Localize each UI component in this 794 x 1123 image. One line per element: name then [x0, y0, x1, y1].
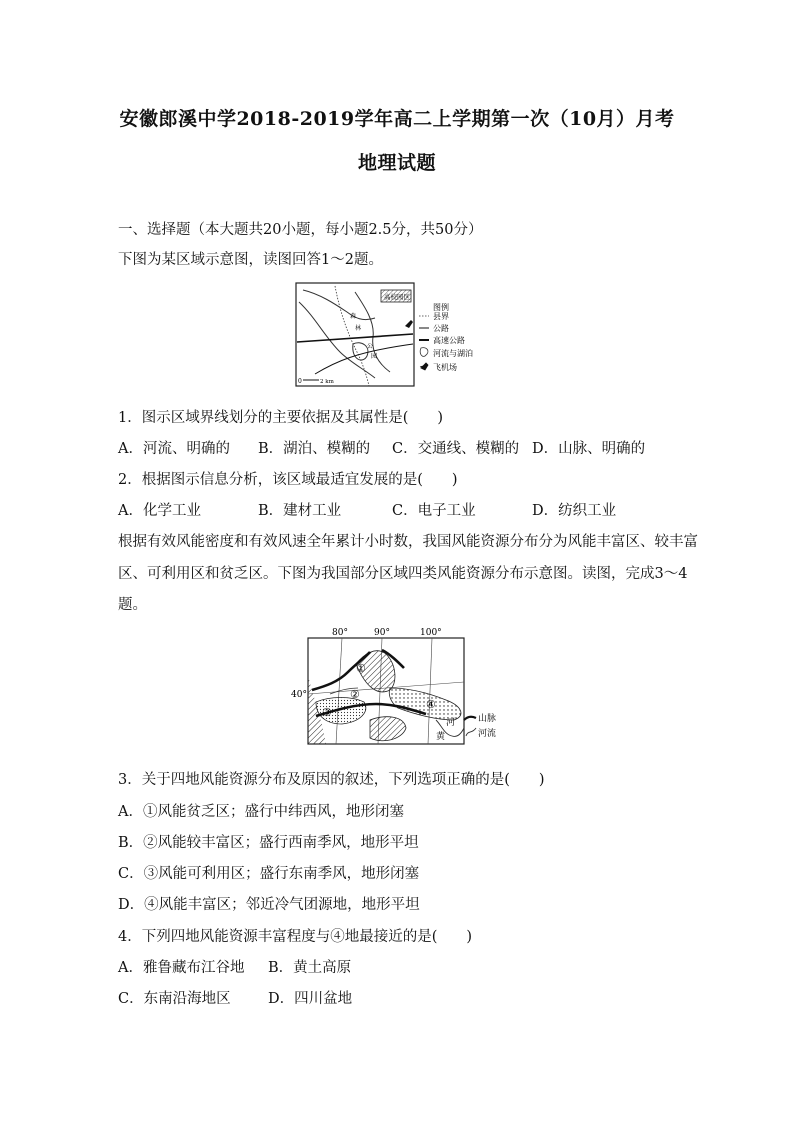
river-label-b: 黄 [436, 732, 446, 742]
region-2-label: ② [350, 688, 360, 701]
legend-airport-symbol [420, 363, 428, 370]
legend-river-symbol [420, 348, 428, 357]
park-label-b: 公 [367, 343, 374, 350]
page-title: 安徽郎溪中学2018-2019学年高二上学期第一次（10月）月考 [119, 108, 675, 130]
campus-label: 高校园区 [384, 293, 410, 301]
q1-option-c: C．交通线、模糊的 [392, 441, 520, 457]
q2-stem: 2．根据图示信息分析，该区域最适宜发展的是( ) [118, 472, 458, 488]
q2-option-a: A．化学工业 [118, 503, 201, 519]
legend-county: 县界 [433, 312, 449, 321]
q2-option-d: D．纺织工业 [532, 503, 617, 519]
scale-zero: 0 [298, 378, 302, 385]
passage-line-3: 题。 [118, 597, 147, 613]
page-subtitle: 地理试题 [357, 152, 436, 174]
q2-option-b: B．建材工业 [258, 503, 342, 519]
lon-80-label: 80° [332, 628, 348, 638]
legend-highway: 高速公路 [433, 336, 465, 345]
intro-q1-2: 下图为某区域示意图，读图回答1～2题。 [118, 252, 383, 268]
q3-stem: 3．关于四地风能资源分布及原因的叙述，下列选项正确的是( ) [118, 772, 545, 788]
legend-title: 图例 [433, 303, 449, 312]
region-map-figure [295, 282, 507, 388]
q3-option-b: B．②风能较丰富区；盛行西南季风，地形平坦 [118, 835, 419, 851]
legend-mountain: 山脉 [478, 714, 497, 724]
legend-mountain-symbol [464, 717, 476, 720]
legend-river-2: 河流 [478, 729, 497, 739]
passage-line-1: 根据有效风能密度和有效风速全年累计小时数，我国风能资源分布分为风能丰富区、较丰富 [118, 534, 698, 550]
wind-energy-map-figure [286, 624, 508, 748]
legend-road: 公路 [433, 324, 449, 333]
q1-option-a: A．河流、明确的 [118, 441, 230, 457]
lon-100-label: 100° [420, 628, 442, 638]
forest-label-b: 林 [355, 325, 362, 332]
q1-stem: 1．图示区域界线划分的主要依据及其属性是( ) [118, 410, 444, 426]
lon-90-label: 90° [374, 628, 390, 638]
q3-option-a: A．①风能贫乏区；盛行中纬西风，地形闭塞 [118, 804, 404, 820]
legend-river: 河流与湖泊 [433, 349, 473, 358]
q4-option-a: A．雅鲁藏布江谷地 [118, 960, 245, 976]
q4-stem: 4．下列四地风能资源丰富程度与④地最接近的是( ) [118, 929, 473, 945]
region-1-label: ① [356, 662, 366, 675]
q4-option-b: B．黄土高原 [268, 960, 352, 976]
forest-label-a: 森 [350, 313, 357, 320]
passage-line-2: 区、可利用区和贫乏区。下图为我国部分区域四类风能资源分布示意图。读图，完成3～4 [118, 566, 688, 582]
river-label-a: 河 [446, 718, 456, 728]
scale-length: 2 km [320, 379, 334, 385]
q1-option-d: D．山脉、明确的 [532, 441, 646, 457]
section-heading: 一、选择题（本大题共20小题，每小题2.5分，共50分） [118, 222, 483, 238]
region-4-label: ④ [426, 698, 436, 711]
lat-40-label: 40° [291, 690, 307, 700]
q2-option-c: C．电子工业 [392, 503, 476, 519]
legend-river-symbol-2 [466, 728, 476, 736]
q4-option-d: D．四川盆地 [268, 991, 353, 1007]
q3-option-d: D．④风能丰富区；邻近冷气团源地，地形平坦 [118, 897, 420, 913]
legend-airport: 飞机场 [433, 363, 457, 372]
q3-option-c: C．③风能可利用区；盛行东南季风，地形闭塞 [118, 866, 420, 882]
park-label-c: 园 [371, 353, 378, 360]
region-3-label: ③ [322, 706, 332, 719]
q1-option-b: B．湖泊、模糊的 [258, 441, 371, 457]
q4-option-c: C．东南沿海地区 [118, 991, 231, 1007]
